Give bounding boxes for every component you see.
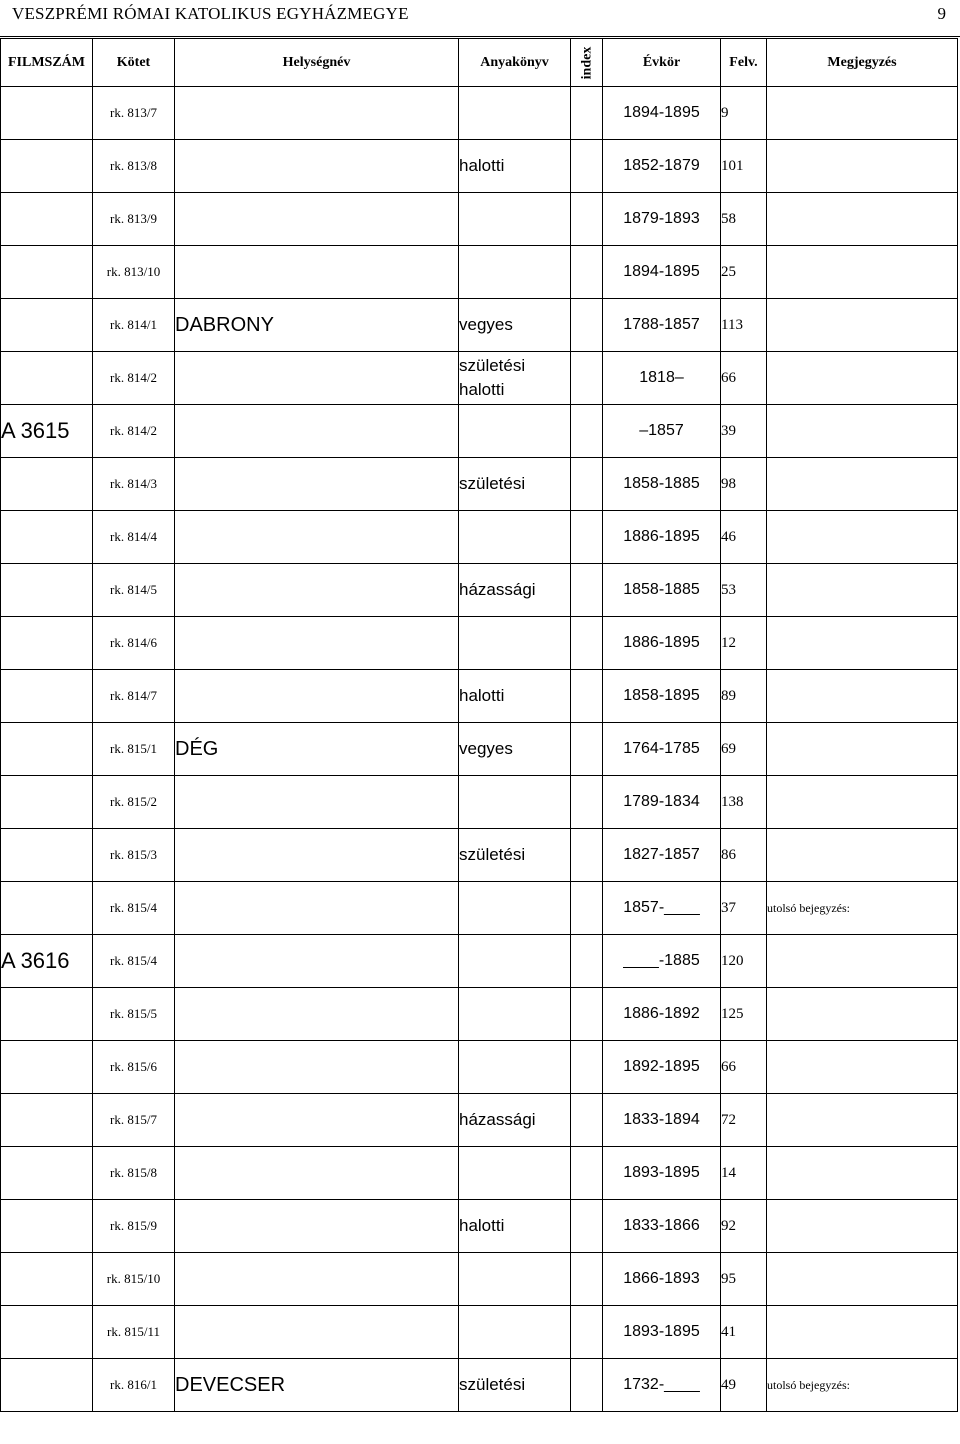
table-row [1, 458, 958, 511]
remark-cell [767, 193, 958, 246]
col-header-filmszam: FILMSZÁM [1, 39, 93, 87]
col-header-helysegnev: Helységnév [175, 39, 459, 87]
year-range-cell: 1818– [603, 352, 721, 405]
volume-cell: rk. 813/7 [93, 87, 175, 140]
remark-cell [767, 299, 958, 352]
film-number-cell [1, 1359, 93, 1412]
year-range-cell: 1833-1866 [603, 1200, 721, 1253]
register-type-line: halotti [459, 380, 505, 399]
remark-cell: utolsó bejegyzés: [767, 1359, 958, 1412]
index-cell [571, 352, 603, 405]
table-row [1, 1200, 958, 1253]
remark-cell [767, 564, 958, 617]
film-number-cell [1, 988, 93, 1041]
register-type-cell: halotti [459, 140, 571, 193]
register-type-cell: halotti [459, 1200, 571, 1253]
place-name-cell: DABRONY [175, 299, 459, 352]
remark-cell [767, 1200, 958, 1253]
frames-cell: 66 [721, 1041, 767, 1094]
year-range-cell: 1764-1785 [603, 723, 721, 776]
index-cell [571, 829, 603, 882]
table-row [1, 988, 958, 1041]
table-row [1, 1306, 958, 1359]
film-number-cell [1, 1094, 93, 1147]
volume-cell: rk. 814/6 [93, 617, 175, 670]
index-cell [571, 87, 603, 140]
remark-cell [767, 723, 958, 776]
index-cell [571, 723, 603, 776]
film-number-cell [1, 564, 93, 617]
frames-cell: 138 [721, 776, 767, 829]
year-range-cell: 1732-____ [603, 1359, 721, 1412]
register-type-cell: halotti [459, 670, 571, 723]
frames-cell: 125 [721, 988, 767, 1041]
page-number: 9 [937, 4, 946, 23]
index-cell [571, 670, 603, 723]
register-type-line: születési [459, 356, 526, 375]
frames-cell: 37 [721, 882, 767, 935]
place-name-cell [175, 405, 459, 458]
place-name-cell [175, 87, 459, 140]
film-number-cell [1, 617, 93, 670]
frames-cell: 113 [721, 299, 767, 352]
table-row [1, 723, 958, 776]
remark-cell [767, 935, 958, 988]
table-row [1, 1147, 958, 1200]
remark-cell [767, 1306, 958, 1359]
film-number-cell [1, 87, 93, 140]
frames-cell: 66 [721, 352, 767, 405]
table-row [1, 829, 958, 882]
film-number-cell [1, 776, 93, 829]
year-range-cell: 1858-1895 [603, 670, 721, 723]
year-range-cell: 1886-1895 [603, 617, 721, 670]
volume-cell: rk. 815/5 [93, 988, 175, 1041]
index-cell [571, 1041, 603, 1094]
year-range-cell: 1892-1895 [603, 1041, 721, 1094]
register-table [0, 38, 958, 1412]
place-name-cell [175, 1200, 459, 1253]
place-name-cell [175, 1147, 459, 1200]
frames-cell: 9 [721, 87, 767, 140]
film-number-cell [1, 1306, 93, 1359]
place-name-cell [175, 988, 459, 1041]
year-range-cell: 1886-1892 [603, 988, 721, 1041]
frames-cell: 120 [721, 935, 767, 988]
film-number-cell [1, 299, 93, 352]
register-type-cell [459, 1306, 571, 1359]
place-name-cell [175, 193, 459, 246]
remark-cell [767, 670, 958, 723]
register-type-cell [459, 988, 571, 1041]
year-range-cell: 1894-1895 [603, 246, 721, 299]
header-row [1, 39, 958, 87]
volume-cell: rk. 815/11 [93, 1306, 175, 1359]
table-row [1, 87, 958, 140]
index-cell [571, 246, 603, 299]
register-type-cell: házassági [459, 1094, 571, 1147]
register-type-cell [459, 1253, 571, 1306]
table-row [1, 776, 958, 829]
volume-cell: rk. 814/5 [93, 564, 175, 617]
index-cell [571, 617, 603, 670]
table-row [1, 1041, 958, 1094]
remark-cell: utolsó bejegyzés: [767, 882, 958, 935]
volume-cell: rk. 814/4 [93, 511, 175, 564]
volume-cell: rk. 815/1 [93, 723, 175, 776]
index-cell [571, 1359, 603, 1412]
register-type-cell [459, 776, 571, 829]
register-type-cell: házassági [459, 564, 571, 617]
volume-cell: rk. 815/6 [93, 1041, 175, 1094]
register-type-cell [459, 935, 571, 988]
place-name-cell [175, 1253, 459, 1306]
index-cell [571, 882, 603, 935]
table-row [1, 882, 958, 935]
film-number-cell [1, 670, 93, 723]
year-range-cell: ____-1885 [603, 935, 721, 988]
index-cell [571, 1147, 603, 1200]
remark-cell [767, 140, 958, 193]
remark-cell [767, 87, 958, 140]
table-row [1, 299, 958, 352]
frames-cell: 72 [721, 1094, 767, 1147]
index-cell [571, 193, 603, 246]
place-name-cell [175, 564, 459, 617]
register-type-cell: születési [459, 829, 571, 882]
remark-cell [767, 1041, 958, 1094]
year-range-cell: 1852-1879 [603, 140, 721, 193]
year-range-cell: 1894-1895 [603, 87, 721, 140]
index-cell [571, 988, 603, 1041]
register-type-cell [459, 511, 571, 564]
col-header-anyakonyv: Anyakönyv [459, 39, 571, 87]
frames-cell: 53 [721, 564, 767, 617]
index-cell [571, 1253, 603, 1306]
film-number-cell [1, 352, 93, 405]
col-header-felv: Felv. [721, 39, 767, 87]
page-title: VESZPRÉMI RÓMAI KATOLIKUS EGYHÁZMEGYE [12, 4, 409, 23]
table-row [1, 511, 958, 564]
remark-cell [767, 1094, 958, 1147]
place-name-cell [175, 935, 459, 988]
frames-cell: 58 [721, 193, 767, 246]
film-number-cell [1, 1147, 93, 1200]
frames-cell: 98 [721, 458, 767, 511]
col-header-kotet: Kötet [93, 39, 175, 87]
register-type-cell [459, 882, 571, 935]
index-label: index [579, 46, 595, 79]
remark-cell [767, 1253, 958, 1306]
volume-cell: rk. 815/10 [93, 1253, 175, 1306]
index-cell [571, 935, 603, 988]
year-range-cell: 1788-1857 [603, 299, 721, 352]
register-type-cell [459, 617, 571, 670]
volume-cell: rk. 815/7 [93, 1094, 175, 1147]
volume-cell: rk. 813/9 [93, 193, 175, 246]
index-cell [571, 1200, 603, 1253]
col-header-megjegyzes: Megjegyzés [767, 39, 958, 87]
frames-cell: 25 [721, 246, 767, 299]
page-header [0, 0, 960, 37]
remark-cell [767, 776, 958, 829]
frames-cell: 89 [721, 670, 767, 723]
index-cell [571, 405, 603, 458]
frames-cell: 101 [721, 140, 767, 193]
year-range-cell: 1857-____ [603, 882, 721, 935]
frames-cell: 12 [721, 617, 767, 670]
volume-cell: rk. 815/2 [93, 776, 175, 829]
volume-cell: rk. 814/1 [93, 299, 175, 352]
table-row [1, 352, 958, 405]
frames-cell: 95 [721, 1253, 767, 1306]
year-range-cell: 1833-1894 [603, 1094, 721, 1147]
year-range-cell: 1879-1893 [603, 193, 721, 246]
volume-cell: rk. 816/1 [93, 1359, 175, 1412]
place-name-cell [175, 670, 459, 723]
volume-cell: rk. 813/8 [93, 140, 175, 193]
remark-cell [767, 458, 958, 511]
index-cell [571, 564, 603, 617]
index-cell [571, 458, 603, 511]
register-type-cell: születési [459, 1359, 571, 1412]
film-number-cell [1, 458, 93, 511]
register-type-cell: vegyes [459, 723, 571, 776]
volume-cell: rk. 814/7 [93, 670, 175, 723]
table-row [1, 935, 958, 988]
place-name-cell [175, 140, 459, 193]
film-number-cell [1, 1041, 93, 1094]
index-cell [571, 776, 603, 829]
frames-cell: 39 [721, 405, 767, 458]
register-type-cell: születési [459, 458, 571, 511]
place-name-cell [175, 776, 459, 829]
film-number-cell [1, 1253, 93, 1306]
film-number-cell [1, 723, 93, 776]
table-row [1, 564, 958, 617]
film-number-cell [1, 829, 93, 882]
register-type-cell [459, 405, 571, 458]
film-number-cell [1, 140, 93, 193]
year-range-cell: 1886-1895 [603, 511, 721, 564]
frames-cell: 46 [721, 511, 767, 564]
frames-cell: 92 [721, 1200, 767, 1253]
frames-cell: 86 [721, 829, 767, 882]
frames-cell: 14 [721, 1147, 767, 1200]
index-cell [571, 1094, 603, 1147]
remark-cell [767, 1147, 958, 1200]
year-range-cell: –1857 [603, 405, 721, 458]
volume-cell: rk. 814/3 [93, 458, 175, 511]
table-row [1, 405, 958, 458]
place-name-cell [175, 1094, 459, 1147]
frames-cell: 69 [721, 723, 767, 776]
table-row [1, 1359, 958, 1412]
col-header-evkor: Évkör [603, 39, 721, 87]
place-name-cell [175, 829, 459, 882]
register-type-cell: vegyes [459, 299, 571, 352]
index-cell [571, 299, 603, 352]
remark-cell [767, 511, 958, 564]
film-number-cell [1, 193, 93, 246]
frames-cell: 49 [721, 1359, 767, 1412]
year-range-cell: 1858-1885 [603, 564, 721, 617]
table-row [1, 1253, 958, 1306]
film-number-cell [1, 511, 93, 564]
remark-cell [767, 829, 958, 882]
frames-cell: 41 [721, 1306, 767, 1359]
table-row [1, 670, 958, 723]
remark-cell [767, 988, 958, 1041]
register-type-cell [459, 1147, 571, 1200]
place-name-cell: DÉG [175, 723, 459, 776]
place-name-cell [175, 352, 459, 405]
col-header-index [571, 39, 603, 87]
remark-cell [767, 405, 958, 458]
place-name-cell [175, 458, 459, 511]
volume-cell: rk. 815/9 [93, 1200, 175, 1253]
film-number-cell [1, 882, 93, 935]
index-cell [571, 511, 603, 564]
volume-cell: rk. 815/3 [93, 829, 175, 882]
volume-cell: rk. 813/10 [93, 246, 175, 299]
table-row [1, 140, 958, 193]
film-number-cell: A 3615 [1, 405, 93, 458]
volume-cell: rk. 815/8 [93, 1147, 175, 1200]
film-number-cell [1, 1200, 93, 1253]
place-name-cell [175, 511, 459, 564]
year-range-cell: 1866-1893 [603, 1253, 721, 1306]
place-name-cell [175, 882, 459, 935]
film-number-cell: A 3616 [1, 935, 93, 988]
remark-cell [767, 352, 958, 405]
film-number-cell [1, 246, 93, 299]
register-type-cell [459, 87, 571, 140]
volume-cell: rk. 815/4 [93, 882, 175, 935]
index-cell [571, 140, 603, 193]
place-name-cell: DEVECSER [175, 1359, 459, 1412]
table-row [1, 246, 958, 299]
table-row [1, 193, 958, 246]
year-range-cell: 1858-1885 [603, 458, 721, 511]
remark-cell [767, 617, 958, 670]
register-type-cell [459, 246, 571, 299]
place-name-cell [175, 246, 459, 299]
register-type-cell [459, 352, 571, 405]
table-row [1, 617, 958, 670]
volume-cell: rk. 814/2 [93, 405, 175, 458]
register-type-cell [459, 193, 571, 246]
place-name-cell [175, 1306, 459, 1359]
index-cell [571, 1306, 603, 1359]
year-range-cell: 1789-1834 [603, 776, 721, 829]
volume-cell: rk. 815/4 [93, 935, 175, 988]
year-range-cell: 1893-1895 [603, 1147, 721, 1200]
year-range-cell: 1893-1895 [603, 1306, 721, 1359]
volume-cell: rk. 814/2 [93, 352, 175, 405]
place-name-cell [175, 617, 459, 670]
register-type-cell [459, 1041, 571, 1094]
table-row [1, 1094, 958, 1147]
place-name-cell [175, 1041, 459, 1094]
remark-cell [767, 246, 958, 299]
year-range-cell: 1827-1857 [603, 829, 721, 882]
